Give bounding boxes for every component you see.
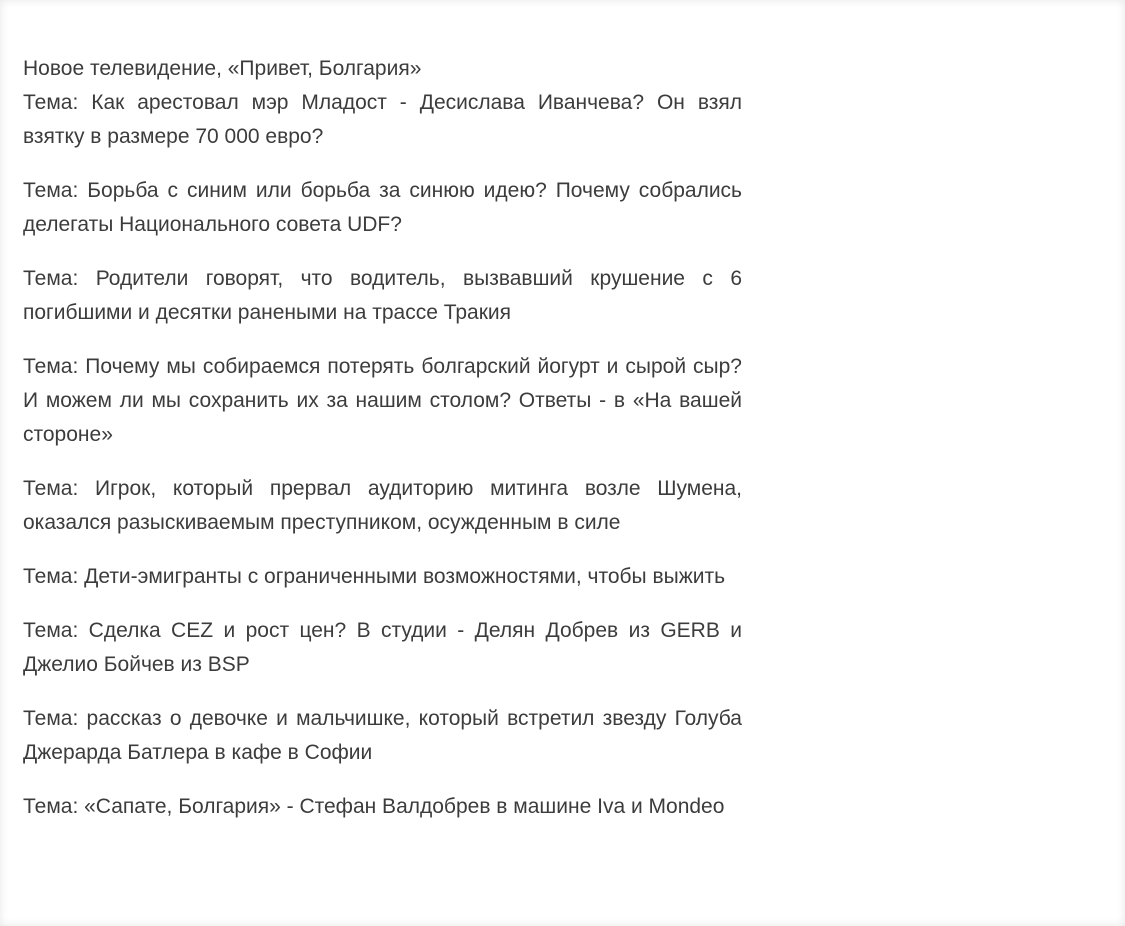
topic-paragraph: Тема: Сделка CEZ и рост цен? В студии - Делян Добрев из GERB и Джелио Бойчев из BSP — [23, 619, 742, 676]
topic-paragraph: Тема: Почему мы собираемся потерять болгарский йогурт и сырой сыр? И можем ли мы сохранить их за нашим столом? Ответы - в «На вашей стороне» — [23, 355, 742, 446]
article-body — [23, 52, 742, 824]
topic-paragraph: Тема: Борьба с синим или борьба за синюю идею? Почему собрались делегаты Национального совета UDF? — [23, 179, 742, 236]
topic-paragraph: Тема: рассказ о девочке и мальчишке, который встретил звезду Голуба Джерарда Батлера в кафе в Софии — [23, 707, 742, 764]
topic-paragraph: Тема: Дети-эмигранты с ограниченными возможностями, чтобы выжить — [23, 565, 726, 588]
page-title: Новое телевидение, «Привет, Болгария» — [23, 57, 422, 80]
topic-paragraph: Тема: Как арестовал мэр Младост - Десислава Иванчева? Он взял взятку в размере 70 000 евро? — [23, 91, 742, 148]
topic-paragraph: Тема: «Сапате, Болгария» - Стефан Валдобрев в машине Iva и Mondeo — [23, 795, 725, 818]
topic-paragraph: Тема: Игрок, который прервал аудиторию митинга возле Шумена, оказался разыскиваемым преступником, осужденным в силе — [23, 477, 742, 534]
topic-paragraph: Тема: Родители говорят, что водитель, вызвавший крушение с 6 погибшими и десятки ранеными на трассе Тракия — [23, 267, 742, 324]
